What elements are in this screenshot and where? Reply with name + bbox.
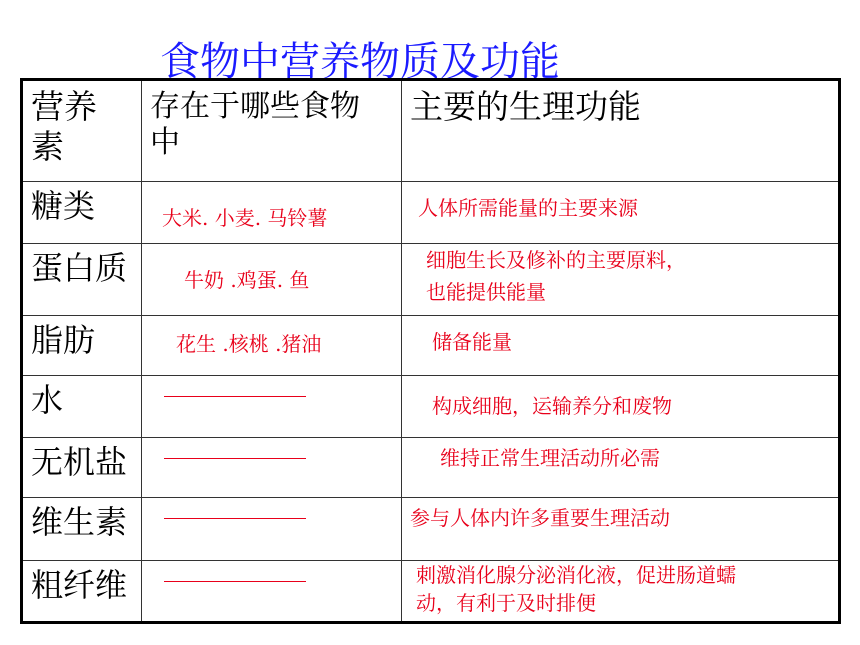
foods-cell bbox=[142, 244, 402, 316]
header-cell-nutrient bbox=[22, 80, 142, 182]
function-cell bbox=[402, 498, 840, 561]
table-row bbox=[22, 182, 840, 244]
table-row bbox=[22, 316, 840, 376]
nutrient-cell bbox=[22, 316, 142, 376]
table-header-row bbox=[22, 80, 840, 182]
nutrient-name: 无机盐 bbox=[31, 443, 128, 481]
header-foods: 存在于哪些食物中 bbox=[150, 89, 360, 160]
foods-cell bbox=[142, 498, 402, 561]
function-text-line-2: 也能提供能量 bbox=[426, 280, 546, 304]
function-text: 构成细胞，运输养分和废物 bbox=[432, 394, 672, 418]
empty-foods-dash bbox=[164, 396, 306, 397]
header-function: 主要的生理功能 bbox=[410, 87, 641, 126]
foods-cell bbox=[142, 561, 402, 623]
foods-cell bbox=[142, 316, 402, 376]
page-title: 食物中营养物质及功能 bbox=[160, 39, 560, 85]
nutrient-cell bbox=[22, 438, 142, 498]
function-text: 维持正常生理活动所必需 bbox=[440, 446, 660, 470]
table-row bbox=[22, 561, 840, 623]
function-cell bbox=[402, 561, 840, 623]
empty-foods-dash bbox=[164, 518, 306, 519]
function-cell bbox=[402, 376, 840, 438]
function-cell bbox=[402, 182, 840, 244]
function-text-line-2: 动，有利于及时排便 bbox=[416, 591, 596, 615]
foods-cell bbox=[142, 182, 402, 244]
function-text: 人体所需能量的主要来源 bbox=[418, 196, 638, 220]
foods-text: 大米. 小麦. 马铃薯 bbox=[162, 206, 328, 230]
nutrient-cell bbox=[22, 182, 142, 244]
function-text-line-1: 刺激消化腺分泌消化液，促进肠道蠕 bbox=[416, 563, 736, 587]
header-cell-foods bbox=[142, 80, 402, 182]
function-text: 储备能量 bbox=[432, 330, 512, 354]
nutrient-name: 脂肪 bbox=[31, 321, 96, 359]
function-cell bbox=[402, 316, 840, 376]
nutrient-name: 维生素 bbox=[31, 503, 128, 541]
function-cell bbox=[402, 244, 840, 316]
nutrient-name: 糖类 bbox=[31, 187, 96, 225]
function-cell bbox=[402, 438, 840, 498]
nutrient-name: 水 bbox=[31, 381, 64, 419]
nutrient-cell bbox=[22, 561, 142, 623]
empty-foods-dash bbox=[164, 458, 306, 459]
nutrient-cell bbox=[22, 498, 142, 561]
foods-text: 牛奶 .鸡蛋. 鱼 bbox=[184, 268, 310, 292]
table-row bbox=[22, 498, 840, 561]
function-text: 参与人体内许多重要生理活动 bbox=[410, 506, 670, 530]
empty-foods-dash bbox=[164, 581, 306, 582]
table-row bbox=[22, 438, 840, 498]
nutrient-name: 蛋白质 bbox=[31, 249, 128, 287]
nutrition-table bbox=[20, 78, 841, 624]
nutrient-name: 粗纤维 bbox=[31, 566, 128, 604]
table-row bbox=[22, 376, 840, 438]
table-row bbox=[22, 244, 840, 316]
header-nutrient: 营养素 bbox=[31, 87, 97, 166]
foods-cell bbox=[142, 438, 402, 498]
nutrient-cell bbox=[22, 244, 142, 316]
function-text-line-1: 细胞生长及修补的主要原料， bbox=[426, 248, 686, 272]
foods-text: 花生 .核桃 .猪油 bbox=[176, 332, 322, 356]
nutrient-cell bbox=[22, 376, 142, 438]
header-cell-function bbox=[402, 80, 840, 182]
foods-cell bbox=[142, 376, 402, 438]
